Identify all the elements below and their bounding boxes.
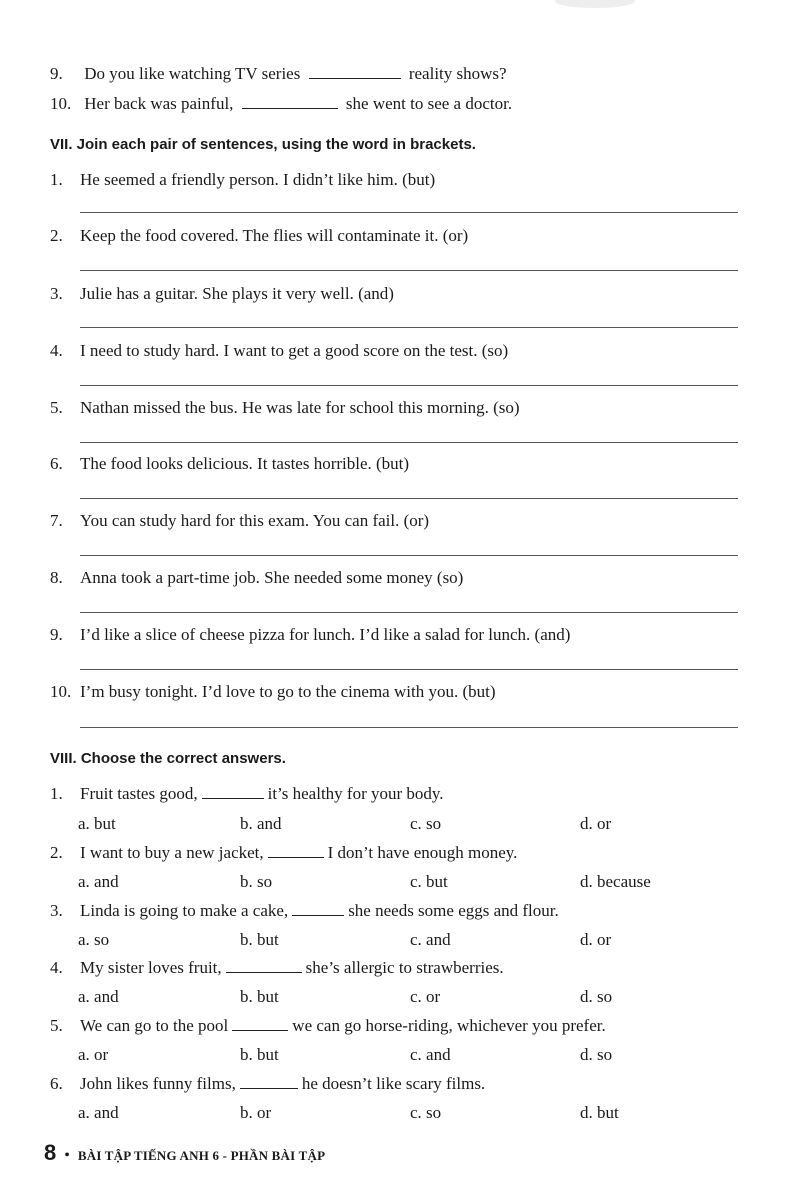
option-c[interactable]: c. and (410, 930, 451, 949)
option-c[interactable]: c. so (410, 1103, 442, 1122)
join-item-10 (50, 682, 496, 702)
item-text-after: she went to see a doctor. (345, 94, 513, 113)
join-item-5 (50, 398, 520, 418)
answer-blank[interactable] (242, 94, 338, 109)
join-item-2 (50, 226, 468, 246)
item-number: 9. (50, 625, 63, 644)
answer-line[interactable] (80, 442, 738, 443)
question-text-before: We can go to the pool (80, 1016, 229, 1035)
item-number: 5. (50, 398, 63, 417)
fill-item-10 (50, 94, 512, 114)
join-item-6 (50, 454, 409, 474)
item-text-before: Her back was painful, (84, 94, 234, 113)
section-vii-heading: VII. Join each pair of sentences, using the word in brackets. (50, 136, 476, 153)
question-text-after: he doesn’t like scary films. (301, 1074, 486, 1093)
section-viii-heading: VIII. Choose the correct answers. (50, 750, 286, 767)
answer-blank[interactable] (309, 64, 401, 79)
item-number: 7. (50, 511, 63, 530)
item-text-after: reality shows? (408, 64, 507, 83)
answer-line[interactable] (80, 212, 738, 213)
item-text: I’d like a slice of cheese pizza for lunch. I’d like a salad for lunch. (and) (80, 625, 571, 644)
item-number: 10. (50, 94, 72, 113)
question-text-after: I don’t have enough money. (327, 843, 518, 862)
option-d[interactable]: d. so (580, 987, 613, 1006)
item-text: The food looks delicious. It tastes horrible. (but) (80, 454, 410, 473)
mc-question-6 (50, 1074, 485, 1094)
item-number: 3. (50, 901, 63, 920)
item-number: 1. (50, 784, 63, 803)
answer-line[interactable] (80, 270, 738, 271)
answer-blank[interactable] (292, 901, 344, 916)
option-b[interactable]: b. but (240, 930, 279, 949)
option-a[interactable]: a. and (78, 872, 119, 891)
item-text: He seemed a friendly person. I didn’t like him. (but) (80, 170, 436, 189)
join-item-1 (50, 170, 435, 190)
item-text: Keep the food covered. The flies will contaminate it. (or) (80, 226, 469, 245)
answer-line[interactable] (80, 327, 738, 328)
item-number: 4. (50, 341, 63, 360)
answer-line[interactable] (80, 385, 738, 386)
item-number: 5. (50, 1016, 63, 1035)
option-c[interactable]: c. or (410, 987, 441, 1006)
answer-blank[interactable] (232, 1016, 288, 1031)
option-a[interactable]: a. but (78, 814, 116, 833)
answer-line[interactable] (80, 498, 738, 499)
answer-blank[interactable] (240, 1074, 298, 1089)
answer-blank[interactable] (268, 843, 324, 858)
item-text: I need to study hard. I want to get a good score on the test. (so) (80, 341, 509, 360)
option-c[interactable]: c. so (410, 814, 442, 833)
question-text-before: Linda is going to make a cake, (80, 901, 289, 920)
option-a[interactable]: a. so (78, 930, 110, 949)
option-b[interactable]: b. but (240, 1045, 279, 1064)
answer-line[interactable] (80, 669, 738, 670)
mc-question-1 (50, 784, 444, 804)
option-a[interactable]: a. and (78, 1103, 119, 1122)
item-number: 2. (50, 843, 63, 862)
item-number: 6. (50, 454, 63, 473)
question-text-before: I want to buy a new jacket, (80, 843, 264, 862)
option-d[interactable]: d. because (580, 872, 651, 891)
question-text-before: Fruit tastes good, (80, 784, 198, 803)
join-item-7 (50, 511, 429, 531)
option-d[interactable]: d. but (580, 1103, 619, 1122)
answer-line[interactable] (80, 555, 738, 556)
answer-line[interactable] (80, 727, 738, 728)
answer-blank[interactable] (226, 958, 302, 973)
item-text: I’m busy tonight. I’d love to go to the cinema with you. (but) (80, 682, 496, 701)
item-number: 10. (50, 682, 72, 701)
option-d[interactable]: d. or (580, 930, 612, 949)
item-text: Julie has a guitar. She plays it very well. (and) (80, 284, 394, 303)
option-a[interactable]: a. and (78, 987, 119, 1006)
question-text-after: she’s allergic to strawberries. (305, 958, 504, 977)
question-text-before: My sister loves fruit, (80, 958, 222, 977)
item-number: 3. (50, 284, 63, 303)
mc-question-5 (50, 1016, 606, 1036)
book-title: BÀI TẬP TIẾNG ANH 6 - PHẦN BÀI TẬP (77, 1148, 326, 1163)
fill-item-9 (50, 64, 507, 84)
option-b[interactable]: b. or (240, 1103, 272, 1122)
join-item-8 (50, 568, 463, 588)
mc-question-2 (50, 843, 517, 863)
item-text: Nathan missed the bus. He was late for school this morning. (so) (80, 398, 520, 417)
option-d[interactable]: d. so (580, 1045, 613, 1064)
item-number: 1. (50, 170, 63, 189)
option-d[interactable]: d. or (580, 814, 612, 833)
page-number: 8 (44, 1140, 57, 1165)
item-number: 9. (50, 64, 63, 83)
question-text-after: it’s healthy for your body. (267, 784, 444, 803)
join-item-3 (50, 284, 394, 304)
bullet-separator: • (64, 1147, 70, 1164)
answer-blank[interactable] (202, 784, 264, 799)
option-c[interactable]: c. and (410, 1045, 451, 1064)
option-b[interactable]: b. so (240, 872, 273, 891)
item-number: 8. (50, 568, 63, 587)
item-text-before: Do you like watching TV series (84, 64, 301, 83)
page-footer (44, 1140, 325, 1166)
option-b[interactable]: b. and (240, 814, 282, 833)
item-number: 4. (50, 958, 63, 977)
question-text-before: John likes funny films, (80, 1074, 236, 1093)
item-number: 6. (50, 1074, 63, 1093)
mc-question-3 (50, 901, 559, 921)
option-b[interactable]: b. but (240, 987, 279, 1006)
item-text: Anna took a part-time job. She needed some money (so) (80, 568, 464, 587)
item-text: You can study hard for this exam. You can fail. (or) (80, 511, 430, 530)
question-text-after: she needs some eggs and flour. (348, 901, 559, 920)
option-c[interactable]: c. but (410, 872, 448, 891)
option-a[interactable]: a. or (78, 1045, 109, 1064)
mc-question-4 (50, 958, 504, 978)
join-item-4 (50, 341, 508, 361)
item-number: 2. (50, 226, 63, 245)
join-item-9 (50, 625, 570, 645)
scan-smudge (555, 0, 635, 8)
answer-line[interactable] (80, 612, 738, 613)
question-text-after: we can go horse-riding, whichever you prefer. (292, 1016, 606, 1035)
